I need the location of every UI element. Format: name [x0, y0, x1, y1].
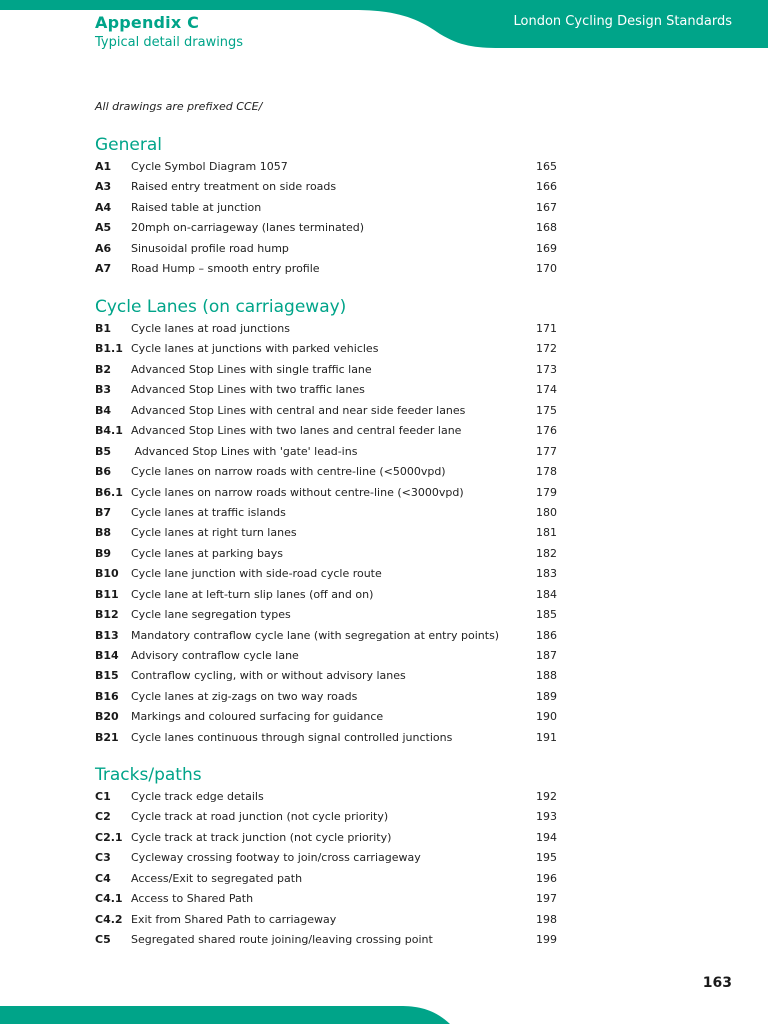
publication-title: London Cycling Design Standards	[513, 14, 732, 29]
drawing-description: Segregated shared route joining/leaving crossing point	[131, 933, 433, 947]
page-number: 163	[702, 975, 732, 991]
drawing-list-item	[95, 442, 575, 462]
drawing-code: B1	[95, 322, 112, 335]
section-title: Tracks/paths	[95, 765, 202, 785]
drawing-page-number: 177	[536, 444, 557, 458]
drawing-description: Cycle lane at left-turn slip lanes (off and on)	[131, 587, 374, 601]
drawing-list-item	[95, 889, 575, 909]
section-cycle-lanes	[95, 295, 575, 748]
drawing-list-item	[95, 360, 575, 380]
drawing-list-item	[95, 259, 575, 279]
drawing-description: Cycle lanes at road junctions	[131, 322, 290, 335]
drawing-list-item	[95, 848, 575, 868]
drawing-description: Cycle track at road junction (not cycle priority)	[131, 810, 389, 824]
section-title: Cycle Lanes (on carriageway)	[95, 297, 347, 317]
drawing-list-item	[95, 728, 575, 748]
drawing-page-number: 192	[536, 790, 557, 803]
drawing-page-number: 188	[536, 669, 557, 683]
drawing-code: B11	[95, 587, 119, 601]
drawing-description: Cycle track edge details	[131, 790, 264, 803]
drawing-list-item	[95, 401, 575, 421]
drawing-description: Access/Exit to segregated path	[131, 871, 303, 885]
drawing-code: B8	[95, 526, 112, 540]
drawing-description: Cycle track at track junction (not cycle priority)	[131, 830, 392, 844]
drawing-page-number: 180	[536, 505, 557, 519]
drawing-description: Cycle lanes continuous through signal controlled junctions	[131, 730, 453, 744]
drawing-description: Cycle lane segregation types	[131, 608, 291, 622]
drawing-page-number: 189	[536, 689, 557, 703]
drawing-code: C4.1	[95, 892, 123, 906]
drawing-list-item	[95, 218, 575, 238]
drawing-list-item	[95, 564, 575, 584]
drawing-description: Raised entry treatment on side roads	[131, 180, 337, 194]
drawing-description: Contraflow cycling, with or without advisory lanes	[131, 669, 406, 683]
drawing-list-item	[95, 177, 575, 197]
drawing-code: A7	[95, 262, 112, 276]
drawing-page-number: 165	[536, 160, 557, 173]
drawing-list-item	[95, 503, 575, 523]
drawing-code: B2	[95, 362, 112, 376]
drawing-code: B1.1	[95, 342, 123, 356]
drawing-description: Access to Shared Path	[131, 892, 254, 906]
drawing-code: B6	[95, 465, 112, 479]
drawing-code: B14	[95, 649, 119, 662]
drawing-page-number: 174	[536, 383, 557, 397]
drawing-code: B9	[95, 546, 112, 560]
drawing-list-item	[95, 646, 575, 666]
drawing-list-item	[95, 462, 575, 482]
drawing-page-number: 166	[536, 180, 557, 194]
drawing-list-item	[95, 910, 575, 930]
drawing-list-item	[95, 380, 575, 400]
drawing-page-number: 193	[536, 810, 557, 824]
drawing-code: C5	[95, 933, 111, 947]
drawing-page-number: 167	[536, 200, 557, 214]
drawing-code: C3	[95, 851, 111, 865]
drawing-description: Advisory contraflow cycle lane	[131, 649, 299, 662]
drawing-list-item	[95, 523, 575, 543]
drawing-code: A5	[95, 221, 112, 235]
drawing-code: B3	[95, 383, 112, 397]
drawing-page-number: 169	[536, 241, 557, 255]
drawing-code: B20	[95, 710, 119, 724]
drawing-list-item	[95, 198, 575, 218]
drawing-description: Cycle lanes at zig-zags on two way roads	[131, 689, 358, 703]
drawing-page-number: 197	[536, 892, 557, 906]
drawing-description: Cycle lanes on narrow roads without centre-line (<3000vpd)	[131, 485, 464, 499]
drawing-page-number: 199	[536, 933, 557, 947]
drawing-list-item	[95, 157, 575, 177]
drawing-page-number: 191	[536, 730, 557, 744]
drawing-code: C2	[95, 810, 111, 824]
drawing-code: B12	[95, 608, 119, 622]
drawing-description: Sinusoidal profile road hump	[131, 241, 289, 255]
drawing-description: 20mph on-carriageway (lanes terminated)	[131, 221, 365, 235]
drawing-list-item	[95, 626, 575, 646]
drawing-list-item	[95, 239, 575, 259]
drawing-code: A3	[95, 180, 112, 194]
drawing-list-item	[95, 828, 575, 848]
drawing-page-number: 194	[536, 830, 557, 844]
drawing-code: A1	[95, 160, 112, 173]
drawing-code: B16	[95, 689, 119, 703]
drawing-code: B4.1	[95, 424, 123, 438]
drawing-description: Raised table at junction	[131, 200, 262, 214]
drawing-description: Exit from Shared Path to carriageway	[131, 912, 337, 926]
drawing-page-number: 181	[536, 526, 557, 540]
appendix-subtitle: Typical detail drawings	[95, 35, 244, 50]
drawing-page-number: 198	[536, 912, 557, 926]
drawing-code: B13	[95, 628, 119, 642]
drawing-code: B15	[95, 669, 119, 683]
drawing-list-item	[95, 319, 575, 339]
drawing-description: Advanced Stop Lines with central and near side feeder lanes	[131, 403, 466, 417]
drawing-code: B10	[95, 567, 119, 581]
drawing-list-item	[95, 339, 575, 359]
drawing-page-number: 168	[536, 221, 557, 235]
drawing-page-number: 190	[536, 710, 557, 724]
drawing-description: Cycle lanes at parking bays	[131, 546, 283, 560]
drawing-code: B5	[95, 444, 112, 458]
drawing-description: Cycle lane junction with side-road cycle route	[131, 567, 382, 581]
drawing-page-number: 185	[536, 608, 557, 622]
drawing-code: C2.1	[95, 830, 123, 844]
drawing-page-number: 170	[536, 262, 557, 276]
drawing-page-number: 178	[536, 465, 557, 479]
drawing-page-number: 179	[536, 485, 557, 499]
drawing-description: Cycleway crossing footway to join/cross carriageway	[131, 851, 421, 865]
drawing-description: Markings and coloured surfacing for guidance	[131, 710, 384, 724]
drawing-description: Cycle Symbol Diagram 1057	[131, 160, 288, 173]
drawing-description: Mandatory contraflow cycle lane (with segregation at entry points)	[131, 628, 500, 642]
section-tracks-paths	[95, 763, 575, 951]
drawing-code: A4	[95, 200, 112, 214]
drawing-page-number: 187	[536, 649, 557, 662]
drawing-code: C4.2	[95, 912, 123, 926]
drawing-code: B7	[95, 505, 112, 519]
drawing-description: Advanced Stop Lines with two lanes and central feeder lane	[131, 424, 462, 438]
drawing-list-item	[95, 483, 575, 503]
drawing-list-item	[95, 787, 575, 807]
drawing-page-number: 175	[536, 403, 557, 417]
drawing-page-number: 172	[536, 342, 557, 356]
drawing-list-item	[95, 666, 575, 686]
drawing-list-item	[95, 930, 575, 950]
drawing-page-number: 184	[536, 587, 557, 601]
drawing-page-number: 171	[536, 322, 557, 335]
drawing-description: Cycle lanes at junctions with parked vehicles	[131, 342, 379, 356]
drawing-code: B6.1	[95, 485, 123, 499]
drawing-page-number: 195	[536, 851, 557, 865]
drawing-description: Cycle lanes on narrow roads with centre-line (<5000vpd)	[131, 465, 446, 479]
drawing-description: Cycle lanes at right turn lanes	[131, 526, 297, 540]
footer-band	[0, 998, 768, 1024]
drawing-code: B21	[95, 730, 119, 744]
drawing-list-item	[95, 807, 575, 827]
drawing-page-number: 186	[536, 628, 557, 642]
drawing-code: C4	[95, 871, 111, 885]
drawing-description: Cycle lanes at traffic islands	[131, 505, 286, 519]
drawing-description: Advanced Stop Lines with two traffic lanes	[131, 383, 365, 397]
drawing-list-item	[95, 687, 575, 707]
drawing-page-number: 173	[536, 362, 557, 376]
drawing-page-number: 183	[536, 567, 557, 581]
prefix-note: All drawings are prefixed CCE/	[95, 100, 263, 113]
drawing-page-number: 196	[536, 871, 557, 885]
drawing-list-item	[95, 869, 575, 889]
drawing-description: Advanced Stop Lines with 'gate' lead-ins	[131, 444, 358, 458]
drawing-list-item	[95, 605, 575, 625]
drawing-list-item	[95, 707, 575, 727]
drawing-list-item	[95, 585, 575, 605]
drawing-page-number: 182	[536, 546, 557, 560]
drawing-list-item	[95, 421, 575, 441]
drawing-list-item	[95, 544, 575, 564]
section-general	[95, 133, 575, 280]
drawing-code: C1	[95, 790, 111, 803]
appendix-title: Appendix C	[95, 13, 200, 32]
drawing-description: Road Hump – smooth entry profile	[131, 262, 320, 276]
drawing-description: Advanced Stop Lines with single traffic lane	[131, 362, 372, 376]
drawing-page-number: 176	[536, 424, 557, 438]
drawing-code: A6	[95, 241, 112, 255]
drawing-code: B4	[95, 403, 112, 417]
section-title: General	[95, 135, 162, 155]
